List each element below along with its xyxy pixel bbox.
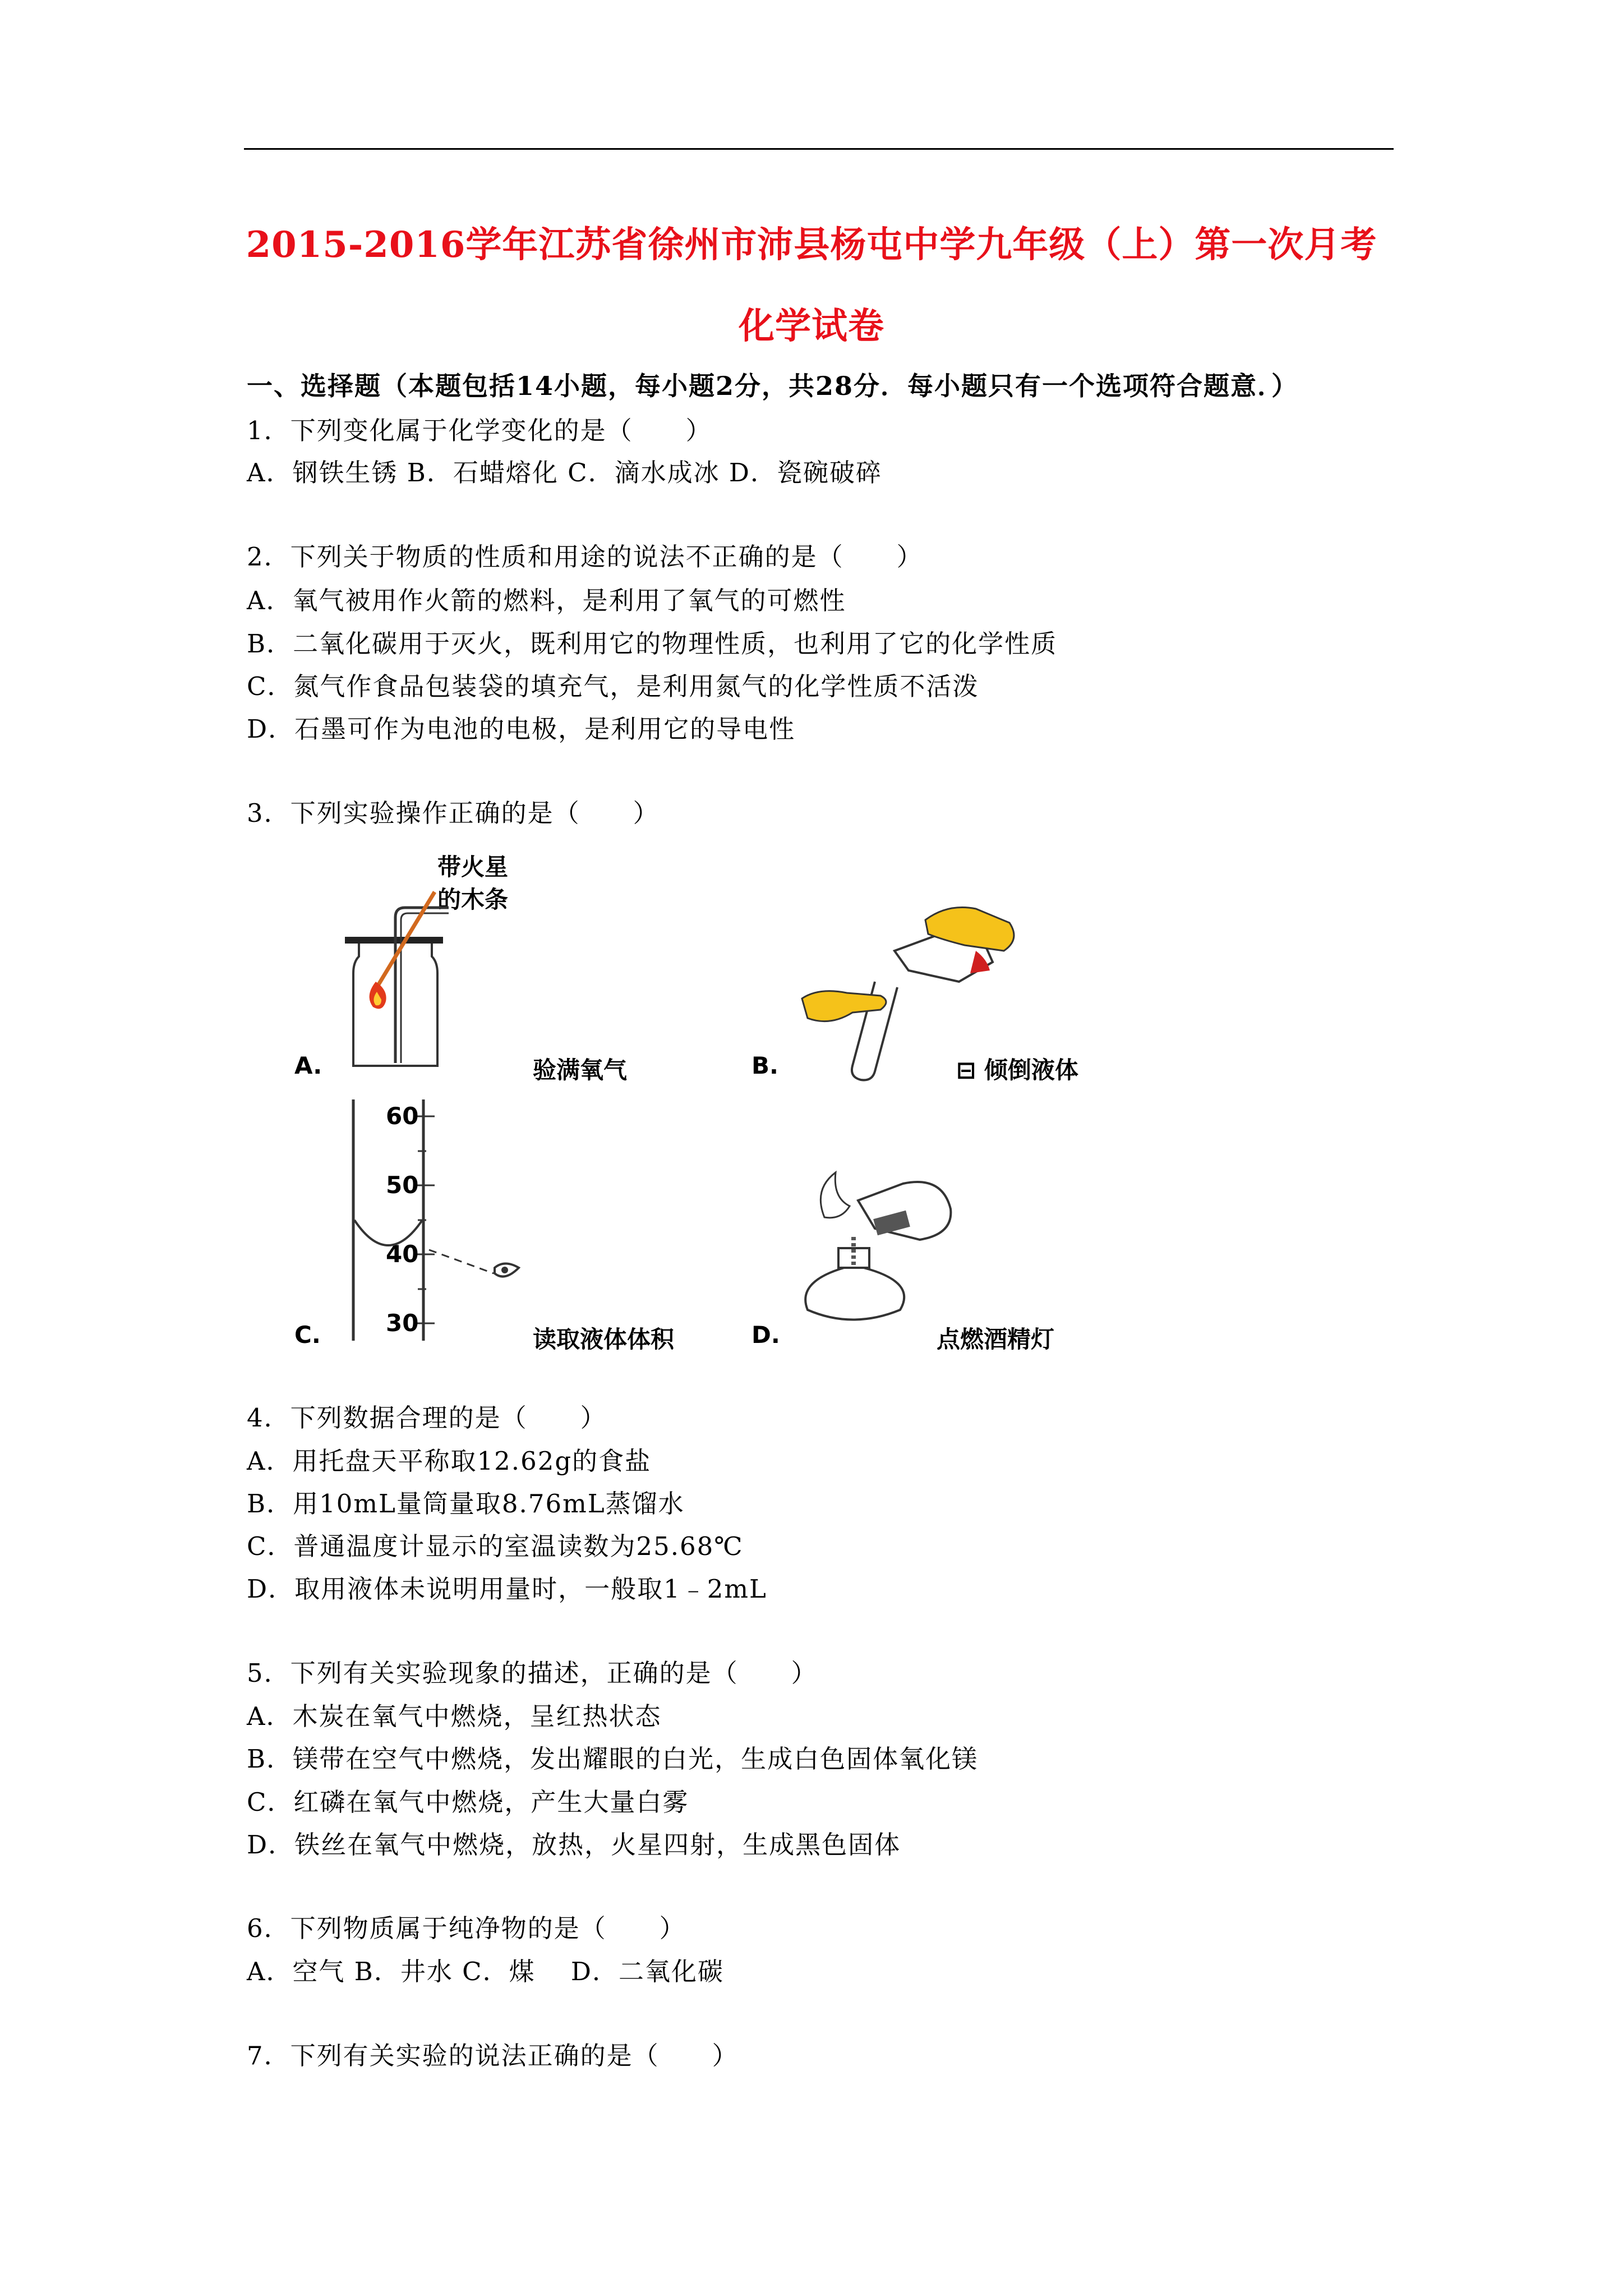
question-6-stem: 6．下列物质属于纯净物的是（ ） bbox=[247, 1913, 686, 1943]
figure-a-label-line2: 的木条 bbox=[437, 886, 509, 913]
section-heading: 一、选择题（本题包括14小题，每小题2分，共28分．每小题只有一个选项符合题意．） bbox=[247, 371, 1299, 401]
question-4-option-a: A．用托盘天平称取12.62g的食盐 bbox=[247, 1446, 652, 1476]
question-4-option-b: B．用10mL量筒量取8.76mL蒸馏水 bbox=[247, 1489, 685, 1519]
question-4-option-c: C．普通温度计显示的室温读数为25.68℃ bbox=[247, 1531, 744, 1561]
figure-c-caption: 读取液体体积 bbox=[533, 1326, 675, 1353]
tick-label-60: 60 bbox=[386, 1102, 419, 1130]
figure-a-oxygen-test bbox=[286, 841, 712, 1094]
small-note-icon: ⊟ bbox=[956, 1056, 984, 1084]
figure-a-letter: A. bbox=[294, 1052, 322, 1079]
left-hand-icon bbox=[802, 991, 886, 1022]
header-rule bbox=[244, 148, 1394, 150]
question-2-option-a: A．氧气被用作火箭的燃料，是利用了氧气的可燃性 bbox=[247, 586, 846, 615]
question-4-stem: 4．下列数据合理的是（ ） bbox=[247, 1403, 607, 1433]
question-1-stem: 1．下列变化属于化学变化的是（ ） bbox=[247, 416, 712, 445]
sight-line bbox=[429, 1250, 494, 1273]
question-5-stem: 5．下列有关实验现象的描述，正确的是（ ） bbox=[247, 1658, 818, 1688]
figure-d-letter: D. bbox=[751, 1321, 780, 1349]
figure-b-caption bbox=[956, 1052, 1078, 1085]
page-title: 2015-2016学年江苏省徐州市沛县杨屯中学九年级（上）第一次月考 bbox=[246, 224, 1377, 266]
question-4-option-d: D．取用液体未说明用量时，一般取1﹣2mL bbox=[247, 1574, 767, 1604]
question-5-option-a: A．木炭在氧气中燃烧，呈红热状态 bbox=[247, 1701, 662, 1731]
page-subtitle: 化学试卷 bbox=[739, 305, 884, 347]
question-5-option-c: C．红磷在氧气中燃烧，产生大量白雾 bbox=[247, 1787, 689, 1817]
lamp-flame-icon bbox=[820, 1172, 850, 1218]
tick-label-40: 40 bbox=[386, 1240, 419, 1268]
question-5-option-b: B．镁带在空气中燃烧，发出耀眼的白光，生成白色固体氧化镁 bbox=[247, 1744, 979, 1774]
figure-b-letter: B. bbox=[751, 1052, 778, 1079]
figure-a-caption: 验满氧气 bbox=[533, 1056, 628, 1084]
tick-label-50: 50 bbox=[386, 1171, 419, 1199]
figure-d-caption: 点燃酒精灯 bbox=[937, 1326, 1055, 1353]
figure-c-letter: C. bbox=[294, 1321, 321, 1349]
figure-a-label-line1: 带火星 bbox=[437, 853, 509, 881]
question-2-option-c: C．氮气作食品包装袋的填充气，是利用氮气的化学性质不活泼 bbox=[247, 671, 979, 701]
question-2-option-b: B．二氧化碳用于灭火，既利用它的物理性质，也利用了它的化学性质 bbox=[247, 629, 1058, 659]
lower-lamp bbox=[805, 1268, 904, 1320]
eye-pupil bbox=[501, 1267, 508, 1273]
figure-c-cylinder bbox=[336, 1099, 572, 1346]
question-2-option-d: D．石墨可作为电池的电极，是利用它的导电性 bbox=[247, 714, 796, 744]
question-7-stem: 7．下列有关实验的说法正确的是（ ） bbox=[247, 2041, 739, 2070]
question-3-stem: 3．下列实验操作正确的是（ ） bbox=[247, 798, 660, 828]
delivery-tube bbox=[395, 908, 449, 1063]
question-6-options: A．空气 B．井水 C．煤 D．二氧化碳 bbox=[247, 1957, 724, 1986]
tick-label-30: 30 bbox=[386, 1309, 419, 1337]
figure-d-alcohol-lamp bbox=[791, 1167, 981, 1335]
question-1-options: A．钢铁生锈 B．石蜡熔化 C．滴水成冰 D．瓷碗破碎 bbox=[247, 458, 882, 487]
figure-b-caption-text: 倾倒液体 bbox=[984, 1056, 1078, 1084]
question-2-stem: 2．下列关于物质的性质和用途的说法不正确的是（ ） bbox=[247, 542, 923, 572]
question-5-option-d: D．铁丝在氧气中燃烧，放热，火星四射，生成黑色固体 bbox=[247, 1830, 901, 1860]
